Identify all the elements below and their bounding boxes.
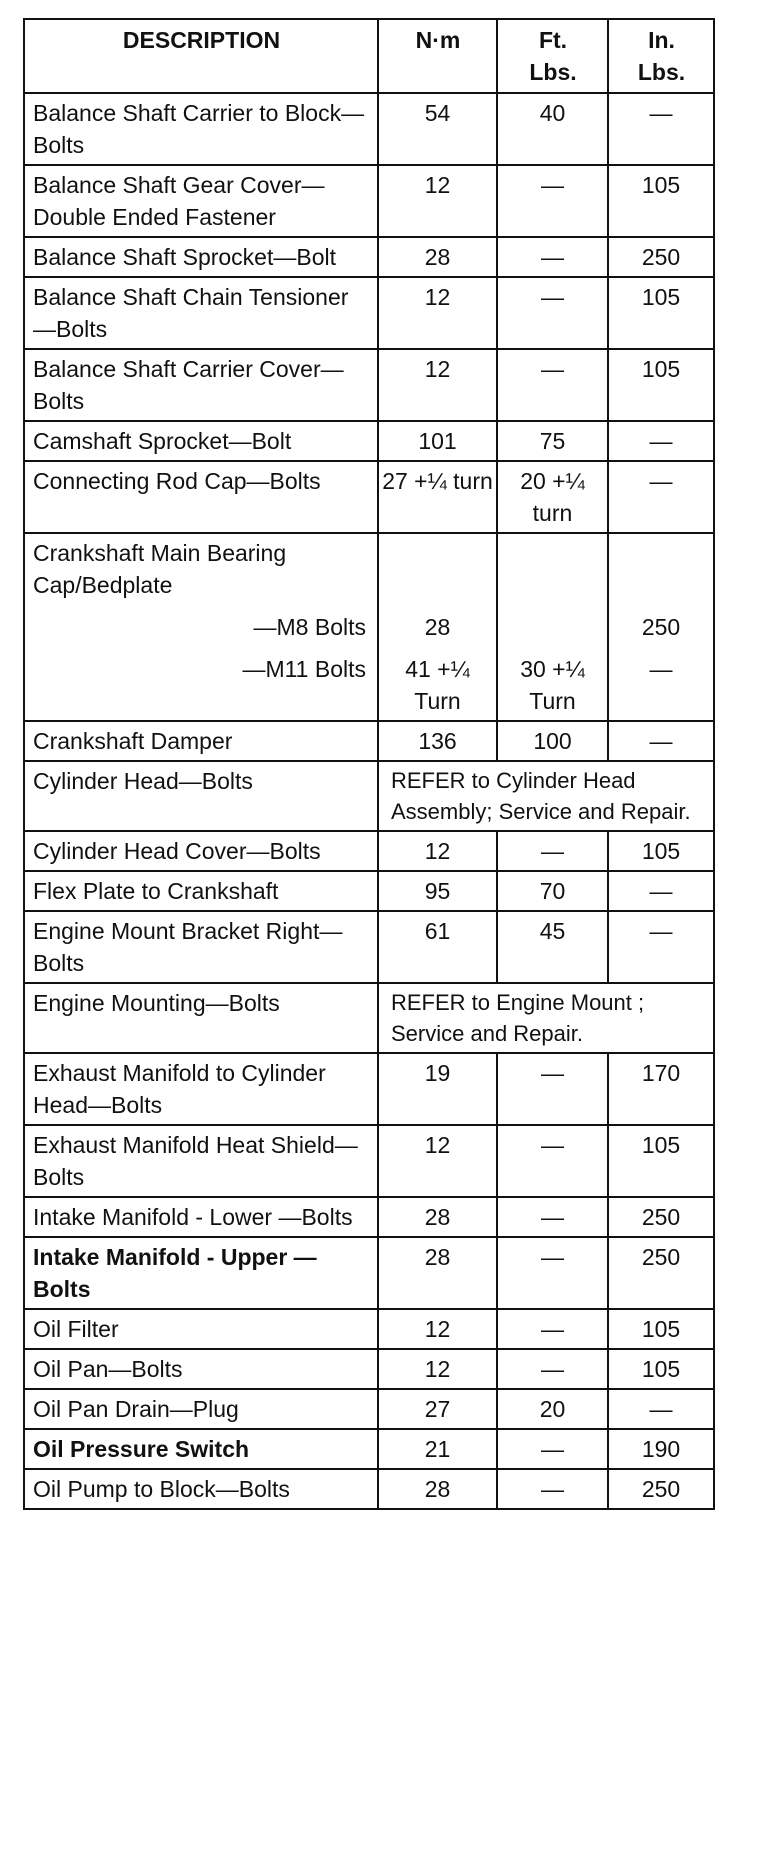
nm-cell: 12 bbox=[378, 1125, 497, 1197]
nm-cell bbox=[378, 533, 497, 721]
nm-cell: 95 bbox=[378, 871, 497, 911]
nm-cell: 28 bbox=[378, 1469, 497, 1509]
description-cell: Oil Filter bbox=[24, 1309, 378, 1349]
refer-note: REFER to Engine Mount ; Service and Repair. bbox=[378, 983, 714, 1053]
main-bearing-label: Crankshaft Main Bearing Cap/Bedplate bbox=[33, 540, 287, 598]
table-row bbox=[24, 871, 714, 911]
in-lbs-cell: 170 bbox=[608, 1053, 714, 1125]
nm-cell: 12 bbox=[378, 831, 497, 871]
ft-lbs-cell: 40 bbox=[497, 93, 608, 165]
header-ft-line1: Ft. bbox=[538, 27, 568, 53]
ft-lbs-cell: — bbox=[497, 1237, 608, 1309]
m8-in-value: 250 bbox=[641, 614, 681, 640]
in-lbs-cell: — bbox=[608, 461, 714, 533]
description-cell: Oil Pan—Bolts bbox=[24, 1349, 378, 1389]
table-row bbox=[24, 721, 714, 761]
table-row bbox=[24, 349, 714, 421]
table-row bbox=[24, 93, 714, 165]
table-row bbox=[24, 421, 714, 461]
table-row bbox=[24, 1197, 714, 1237]
ft-lbs-cell: — bbox=[497, 1197, 608, 1237]
ft-lbs-cell: — bbox=[497, 831, 608, 871]
nm-cell: 21 bbox=[378, 1429, 497, 1469]
nm-cell: 19 bbox=[378, 1053, 497, 1125]
m11-ft-value: 30 +¼ Turn bbox=[520, 656, 585, 714]
description-cell: Connecting Rod Cap—Bolts bbox=[24, 461, 378, 533]
ft-lbs-cell: — bbox=[497, 1429, 608, 1469]
ft-lbs-cell: 75 bbox=[497, 421, 608, 461]
in-lbs-cell: 105 bbox=[608, 1349, 714, 1389]
ft-lbs-cell: — bbox=[497, 1309, 608, 1349]
in-lbs-cell: 250 bbox=[608, 237, 714, 277]
nm-cell: 28 bbox=[378, 1197, 497, 1237]
table-row bbox=[24, 1237, 714, 1309]
torque-specifications-table bbox=[23, 18, 715, 1510]
header-row bbox=[24, 19, 714, 93]
nm-cell: 27 bbox=[378, 1389, 497, 1429]
nm-cell: 28 bbox=[378, 1237, 497, 1309]
in-lbs-cell: 250 bbox=[608, 1469, 714, 1509]
in-lbs-cell: 105 bbox=[608, 165, 714, 237]
in-lbs-cell: 105 bbox=[608, 1125, 714, 1197]
ft-lbs-cell bbox=[497, 533, 608, 721]
description-cell: Exhaust Manifold to Cylinder Head—Bolts bbox=[24, 1053, 378, 1125]
table-row bbox=[24, 1309, 714, 1349]
description-cell: Intake Manifold - Upper —Bolts bbox=[24, 1237, 378, 1309]
in-lbs-cell bbox=[608, 533, 714, 721]
table-row bbox=[24, 277, 714, 349]
description-cell: Oil Pump to Block—Bolts bbox=[24, 1469, 378, 1509]
nm-cell: 28 bbox=[378, 237, 497, 277]
ft-lbs-cell: — bbox=[497, 1349, 608, 1389]
in-lbs-cell: 105 bbox=[608, 1309, 714, 1349]
table-row-note bbox=[24, 761, 714, 831]
description-cell: Intake Manifold - Lower —Bolts bbox=[24, 1197, 378, 1237]
table-row bbox=[24, 461, 714, 533]
description-cell: Oil Pan Drain—Plug bbox=[24, 1389, 378, 1429]
description-cell: Camshaft Sprocket—Bolt bbox=[24, 421, 378, 461]
nm-cell: 12 bbox=[378, 1309, 497, 1349]
table-row bbox=[24, 237, 714, 277]
nm-cell: 101 bbox=[378, 421, 497, 461]
ft-lbs-cell: — bbox=[497, 165, 608, 237]
nm-cell: 54 bbox=[378, 93, 497, 165]
description-cell: Balance Shaft Gear Cover—Double Ended Fastener bbox=[24, 165, 378, 237]
m11-in-value: — bbox=[649, 656, 673, 682]
table-row bbox=[24, 831, 714, 871]
description-cell: Crankshaft Damper bbox=[24, 721, 378, 761]
in-lbs-cell: — bbox=[608, 421, 714, 461]
description-cell: Balance Shaft Carrier Cover—Bolts bbox=[24, 349, 378, 421]
table-row bbox=[24, 1125, 714, 1197]
in-lbs-cell: 250 bbox=[608, 1197, 714, 1237]
nm-cell: 61 bbox=[378, 911, 497, 983]
in-lbs-cell: — bbox=[608, 93, 714, 165]
ft-lbs-cell: — bbox=[497, 1125, 608, 1197]
ft-lbs-cell: 20 +¼ turn bbox=[497, 461, 608, 533]
description-cell: Balance Shaft Carrier to Block—Bolts bbox=[24, 93, 378, 165]
header-ft-lbs bbox=[497, 19, 608, 93]
header-in-line2: Lbs. bbox=[637, 59, 686, 85]
in-lbs-cell: — bbox=[608, 721, 714, 761]
in-lbs-cell: — bbox=[608, 911, 714, 983]
table-row bbox=[24, 1053, 714, 1125]
header-in-lbs bbox=[608, 19, 714, 93]
description-cell: Exhaust Manifold Heat Shield—Bolts bbox=[24, 1125, 378, 1197]
m8-nm-value: 28 bbox=[424, 614, 451, 640]
ft-lbs-cell: — bbox=[497, 1053, 608, 1125]
in-lbs-cell: 250 bbox=[608, 1237, 714, 1309]
in-lbs-cell: — bbox=[608, 1389, 714, 1429]
table-row bbox=[24, 1469, 714, 1509]
m8-bolts-label: —M8 Bolts bbox=[253, 614, 366, 640]
description-cell: Engine Mount Bracket Right—Bolts bbox=[24, 911, 378, 983]
m11-nm-value: 41 +¼ Turn bbox=[405, 656, 470, 714]
in-lbs-cell: — bbox=[608, 871, 714, 911]
nm-cell: 12 bbox=[378, 277, 497, 349]
refer-note: REFER to Cylinder Head Assembly; Service and Repair. bbox=[378, 761, 714, 831]
table-row bbox=[24, 1389, 714, 1429]
nm-cell: 12 bbox=[378, 349, 497, 421]
header-in-line1: In. bbox=[648, 27, 675, 53]
ft-lbs-cell: — bbox=[497, 277, 608, 349]
description-cell: Balance Shaft Chain Tensioner—Bolts bbox=[24, 277, 378, 349]
table-row-note bbox=[24, 983, 714, 1053]
description-cell: Cylinder Head—Bolts bbox=[24, 761, 378, 831]
header-ft-line2: Lbs. bbox=[529, 59, 577, 85]
table-row bbox=[24, 165, 714, 237]
in-lbs-cell: 105 bbox=[608, 831, 714, 871]
ft-lbs-cell: — bbox=[497, 237, 608, 277]
table-row-main-bearing bbox=[24, 533, 714, 721]
in-lbs-cell: 105 bbox=[608, 349, 714, 421]
description-cell: Flex Plate to Crankshaft bbox=[24, 871, 378, 911]
ft-lbs-cell: 20 bbox=[497, 1389, 608, 1429]
description-cell: Engine Mounting—Bolts bbox=[24, 983, 378, 1053]
nm-cell: 136 bbox=[378, 721, 497, 761]
description-cell: Balance Shaft Sprocket—Bolt bbox=[24, 237, 378, 277]
in-lbs-cell: 105 bbox=[608, 277, 714, 349]
in-lbs-cell: 190 bbox=[608, 1429, 714, 1469]
header-description: DESCRIPTION bbox=[24, 19, 378, 93]
torque-spec-sheet bbox=[23, 18, 713, 1510]
nm-cell: 12 bbox=[378, 1349, 497, 1389]
ft-lbs-cell: 45 bbox=[497, 911, 608, 983]
ft-lbs-cell: 100 bbox=[497, 721, 608, 761]
header-nm: N·m bbox=[378, 19, 497, 93]
description-cell: Cylinder Head Cover—Bolts bbox=[24, 831, 378, 871]
ft-lbs-cell: — bbox=[497, 1469, 608, 1509]
description-cell bbox=[24, 533, 378, 721]
m11-bolts-label: —M11 Bolts bbox=[242, 656, 366, 682]
ft-lbs-cell: 70 bbox=[497, 871, 608, 911]
table-row bbox=[24, 1349, 714, 1389]
table-row bbox=[24, 911, 714, 983]
nm-cell: 27 +¼ turn bbox=[378, 461, 497, 533]
description-cell: Oil Pressure Switch bbox=[24, 1429, 378, 1469]
table-row bbox=[24, 1429, 714, 1469]
ft-lbs-cell: — bbox=[497, 349, 608, 421]
nm-cell: 12 bbox=[378, 165, 497, 237]
